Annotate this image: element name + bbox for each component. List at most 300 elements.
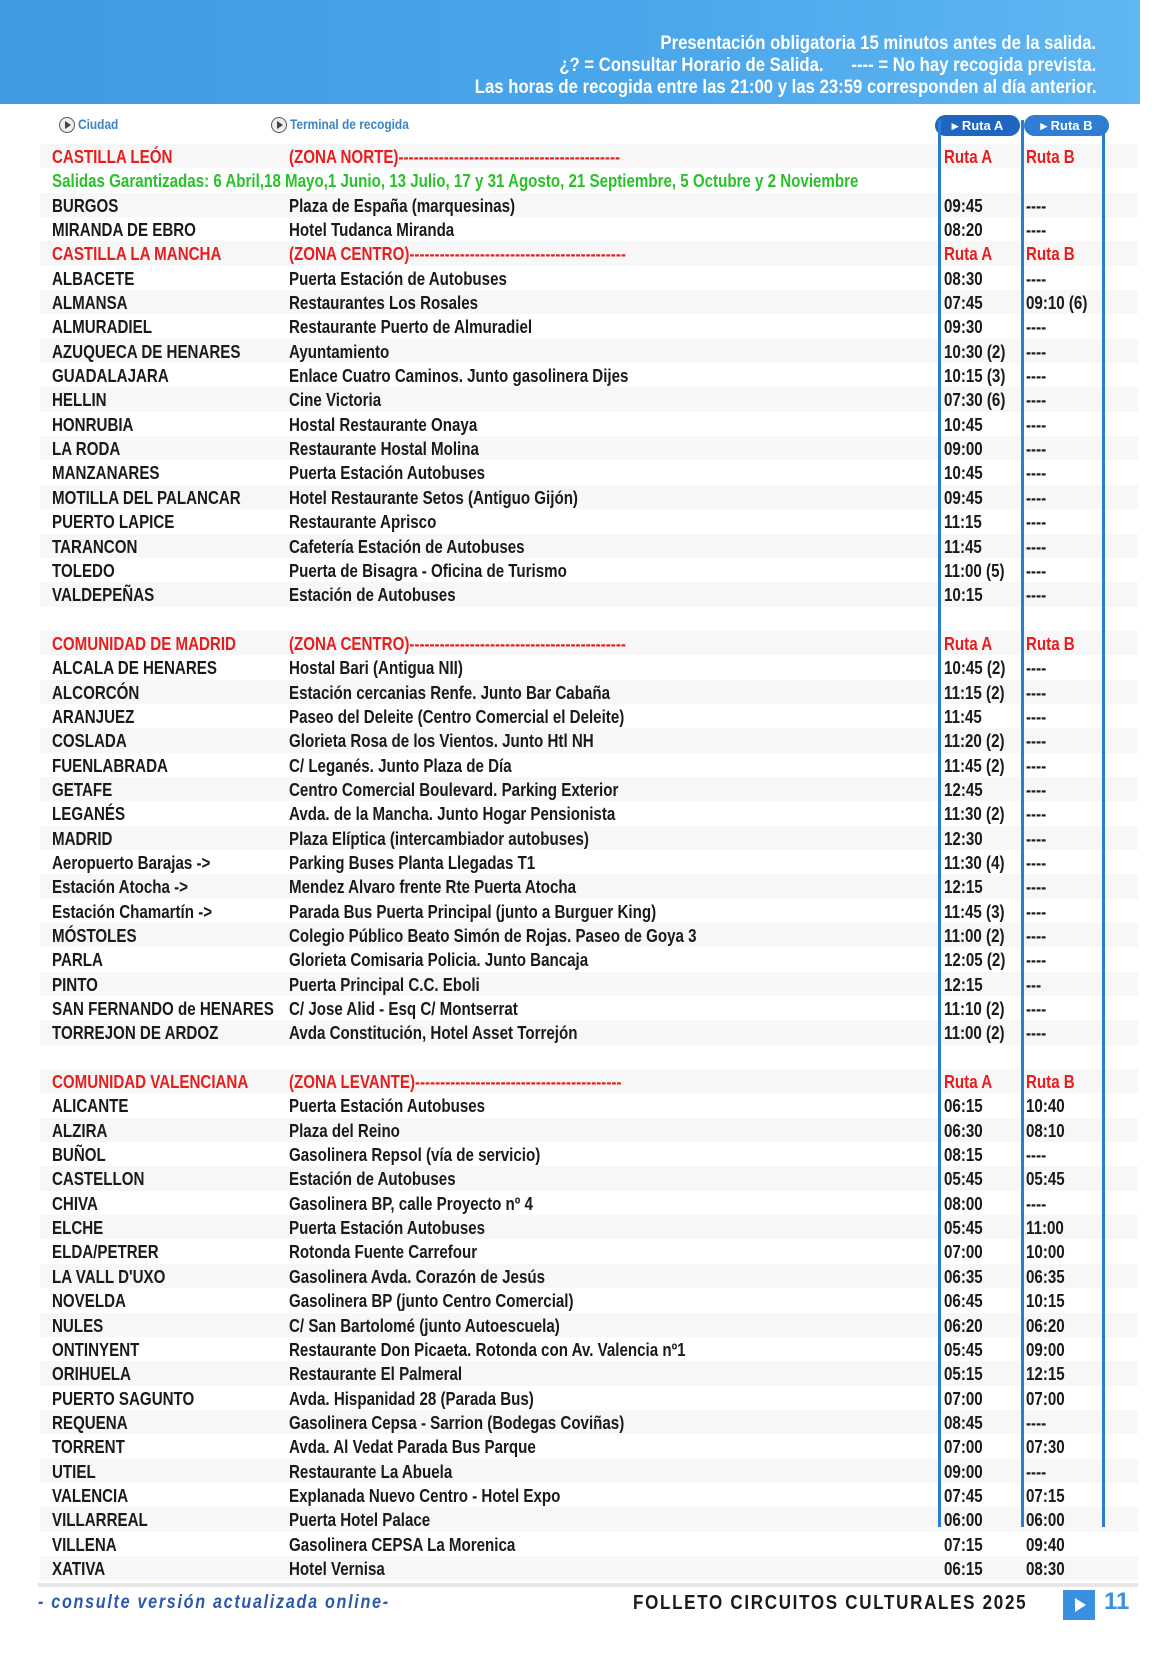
ruta-b-time: ----	[1026, 901, 1047, 922]
ruta-b-time: ----	[1026, 414, 1047, 435]
ruta-b-time: ----	[1026, 317, 1047, 338]
ruta-b-time: ----	[1026, 585, 1047, 606]
pickup-terminal: C/ Jose Alid - Esq C/ Montserrat	[289, 999, 518, 1020]
table-row	[40, 436, 1138, 460]
city-name: NULES	[52, 1315, 104, 1336]
table-row	[40, 1532, 1138, 1556]
ruta-b-time: ----	[1026, 195, 1047, 216]
ruta-b-time: 10:40	[1026, 1096, 1065, 1117]
city-name: ARANJUEZ	[52, 706, 135, 727]
ruta-a-time: 12:05 (2)	[944, 950, 1006, 971]
pickup-terminal: Estación cercanias Renfe. Junto Bar Cabaña	[289, 682, 610, 703]
city-name: ALCORCÓN	[52, 682, 140, 703]
table-row	[40, 1459, 1138, 1483]
ruta-b-time: 12:15	[1026, 1364, 1065, 1385]
city-name: MANZANARES	[52, 463, 160, 484]
city-name: MADRID	[52, 828, 113, 849]
ruta-a-time: 07:00	[944, 1242, 983, 1263]
ruta-a-time: 11:15	[944, 512, 982, 533]
play-icon	[59, 117, 75, 133]
column-ciudad: Ciudad	[78, 116, 119, 132]
table-row	[40, 509, 1138, 533]
city-name: XATIVA	[52, 1558, 106, 1579]
city-name: BURGOS	[52, 195, 119, 216]
table-row	[40, 363, 1138, 387]
city-name: TOLEDO	[52, 560, 115, 581]
pickup-terminal: Estación de Autobuses	[289, 585, 456, 606]
table-row	[40, 655, 1138, 679]
pickup-terminal: Avda. de la Mancha. Junto Hogar Pensionista	[289, 804, 616, 825]
pickup-terminal: Restaurante El Palmeral	[289, 1364, 463, 1385]
table-row	[40, 460, 1138, 484]
ruta-b-time: ----	[1026, 999, 1047, 1020]
ruta-a-time: 05:45	[944, 1169, 983, 1190]
ruta-a-time: 09:30	[944, 317, 983, 338]
footer-brochure-title: FOLLETO CIRCUITOS CULTURALES 2025	[633, 1592, 1028, 1614]
footer-divider	[38, 1583, 1138, 1587]
city-name: GETAFE	[52, 779, 113, 800]
city-name: CASTELLON	[52, 1169, 145, 1190]
ruta-b-time: ---	[1026, 974, 1042, 995]
pickup-terminal: Cafetería Estación de Autobuses	[289, 536, 525, 557]
table-row	[40, 534, 1138, 558]
ruta-b-time: 07:00	[1026, 1388, 1065, 1409]
ruta-b-time: ----	[1026, 877, 1047, 898]
ruta-b-label: Ruta B	[1026, 147, 1075, 167]
city-name: PINTO	[52, 974, 98, 995]
city-name: CHIVA	[52, 1193, 98, 1214]
city-name: PUERTO LAPICE	[52, 512, 175, 533]
city-name: MIRANDA DE EBRO	[52, 220, 196, 241]
ruta-b-time: ----	[1026, 487, 1047, 508]
zone-name: (ZONA CENTRO)-------------------------------------------	[289, 633, 626, 654]
city-name: UTIEL	[52, 1461, 96, 1482]
ruta-a-time: 06:45	[944, 1291, 983, 1312]
ruta-b-time: ----	[1026, 828, 1047, 849]
pickup-terminal: Restaurante Aprisco	[289, 512, 437, 533]
pickup-terminal: C/ Leganés. Junto Plaza de Día	[289, 755, 512, 776]
play-icon	[271, 117, 287, 133]
ruta-a-time: 12:15	[944, 974, 983, 995]
ruta-b-time: 08:10	[1026, 1120, 1065, 1141]
table-row	[40, 728, 1138, 752]
city-name: ALZIRA	[52, 1120, 108, 1141]
ruta-a-time: 11:20 (2)	[944, 731, 1005, 752]
header-line-1: Presentación obligatoria 15 minutos antes de la salida.	[660, 33, 1096, 54]
ruta-a-time: 11:30 (2)	[944, 804, 1005, 825]
ruta-b-time: ----	[1026, 1461, 1047, 1482]
table-row	[40, 1020, 1138, 1044]
table-row	[40, 996, 1138, 1020]
section-header-row	[40, 241, 1138, 265]
header-line-3: Las horas de recogida entre las 21:00 y las 23:59 corresponden al día anterior.	[474, 77, 1096, 98]
ruta-b-time: 09:00	[1026, 1339, 1065, 1360]
table-row	[40, 582, 1138, 606]
ruta-b-time: 10:00	[1026, 1242, 1065, 1263]
ruta-a-time: 07:00	[944, 1388, 983, 1409]
ruta-a-label: Ruta A	[944, 633, 993, 654]
pickup-terminal: Hotel Vernisa	[289, 1558, 385, 1579]
pickup-terminal: Cine Victoria	[289, 390, 382, 411]
city-name: GUADALAJARA	[52, 366, 169, 387]
ruta-b-time: 08:30	[1026, 1558, 1065, 1579]
header-line-2: ¿? = Consultar Horario de Salida. ---- = No hay recogida prevista.	[558, 55, 1096, 76]
ruta-b-time: ----	[1026, 1023, 1047, 1044]
pickup-terminal: Plaza de España (marquesinas)	[289, 195, 516, 216]
ruta-a-time: 10:30 (2)	[944, 341, 1006, 362]
ruta-b-time: 07:30	[1026, 1437, 1065, 1458]
city-name: VILLENA	[52, 1534, 117, 1555]
pickup-terminal: Puerta Hotel Palace	[289, 1510, 431, 1531]
pickup-terminal: C/ San Bartolomé (junto Autoescuela)	[289, 1315, 560, 1336]
ruta-a-time: 09:00	[944, 1461, 983, 1482]
ruta-a-time: 06:00	[944, 1510, 983, 1531]
region-name: CASTILLA LEÓN	[52, 147, 173, 167]
ruta-b-time: ----	[1026, 1193, 1047, 1214]
pickup-terminal: Puerta Principal C.C. Eboli	[289, 974, 480, 995]
header-banner	[0, 0, 1140, 104]
city-name: NOVELDA	[52, 1291, 126, 1312]
table-row	[40, 1118, 1138, 1142]
zone-name: (ZONA NORTE)--------------------------------------------	[289, 147, 621, 167]
ruta-a-time: 10:45	[944, 463, 983, 484]
ruta-b-time: ----	[1026, 852, 1047, 873]
ruta-b-time: 06:35	[1026, 1266, 1065, 1287]
ruta-a-time: 11:30 (4)	[944, 852, 1005, 873]
ruta-a-time: 06:20	[944, 1315, 983, 1336]
table-row	[40, 874, 1138, 898]
ruta-a-time: 09:45	[944, 487, 983, 508]
ruta-b-time: ----	[1026, 682, 1047, 703]
pickup-terminal: Plaza Elíptica (intercambiador autobuses)	[289, 828, 589, 849]
city-name: LA RODA	[52, 439, 121, 460]
ruta-a-label: Ruta A	[944, 1072, 993, 1093]
ruta-a-time: 08:00	[944, 1193, 983, 1214]
ruta-b-time: ----	[1026, 366, 1047, 387]
table-row	[40, 1507, 1138, 1531]
ruta-b-time: ----	[1026, 341, 1047, 362]
ruta-b-time: ----	[1026, 926, 1047, 946]
city-name: HELLIN	[52, 390, 107, 411]
ruta-a-time: 07:45	[944, 293, 983, 314]
city-name: LA VALL D'UXO	[52, 1266, 166, 1287]
city-name: ORIHUELA	[52, 1364, 131, 1385]
pickup-terminal: Explanada Nuevo Centro - Hotel Expo	[289, 1485, 561, 1506]
ruta-a-right-border	[1021, 120, 1024, 1527]
ruta-a-time: 10:45 (2)	[944, 658, 1006, 679]
ruta-b-time: 11:00	[1026, 1218, 1064, 1239]
table-row	[40, 1093, 1138, 1117]
note-row	[40, 168, 1138, 192]
pickup-terminal: Centro Comercial Boulevard. Parking Exterior	[289, 779, 619, 800]
city-name: ALCALA DE HENARES	[52, 658, 217, 679]
ruta-a-time: 05:45	[944, 1339, 983, 1360]
ruta-a-time: 07:45	[944, 1485, 983, 1506]
city-name: REQUENA	[52, 1412, 128, 1433]
city-name: COSLADA	[52, 731, 127, 752]
ruta-a-time: 11:10 (2)	[944, 999, 1005, 1020]
city-name: PUERTO SAGUNTO	[52, 1388, 195, 1409]
table-row	[40, 947, 1138, 971]
ruta-a-time: 06:15	[944, 1558, 983, 1579]
ruta-b-time: ----	[1026, 731, 1047, 752]
city-name: MOTILLA DEL PALANCAR	[52, 487, 241, 508]
ruta-b-time: ----	[1026, 512, 1047, 533]
table-row	[40, 1434, 1138, 1458]
ruta-b-time: ----	[1026, 439, 1047, 460]
ruta-a-time: 06:15	[944, 1096, 983, 1117]
ruta-a-time: 12:30	[944, 828, 983, 849]
ruta-b-time: ----	[1026, 1145, 1047, 1166]
ruta-b-label: Ruta B	[1026, 1072, 1075, 1093]
ruta-b-time: ----	[1026, 536, 1047, 557]
ruta-b-time: ----	[1026, 560, 1047, 581]
city-name: BUÑOL	[52, 1145, 106, 1166]
ruta-b-time: ----	[1026, 755, 1047, 776]
ruta-b-label: Ruta B	[1026, 244, 1075, 265]
pickup-terminal: Rotonda Fuente Carrefour	[289, 1242, 478, 1263]
region-name: CASTILLA LA MANCHA	[52, 244, 222, 265]
ruta-a-time: 10:15	[944, 585, 983, 606]
ruta-b-time: ----	[1026, 390, 1047, 411]
city-name: ALMANSA	[52, 293, 128, 314]
city-name: TORREJON DE ARDOZ	[52, 1023, 219, 1044]
city-name: LEGANÉS	[52, 804, 126, 825]
pickup-terminal: Gasolinera Repsol (vía de servicio)	[289, 1145, 541, 1166]
guaranteed-departures-note: Salidas Garantizadas: 6 Abril,18 Mayo,1 Junio, 13 Julio, 17 y 31 Agosto, 21 Septiembre, 5 Octubre y 2 Noviembre	[52, 171, 859, 192]
ruta-a-time: 09:45	[944, 195, 983, 216]
city-name: VALDEPEÑAS	[52, 585, 155, 606]
ruta-a-time: 11:45	[944, 536, 982, 557]
next-page-icon	[1063, 1590, 1095, 1620]
pickup-terminal: Restaurante La Abuela	[289, 1461, 453, 1482]
ruta-b-time: ----	[1026, 1412, 1047, 1433]
pickup-terminal: Puerta Estación Autobuses	[289, 463, 486, 484]
pickup-terminal: Restaurante Don Picaeta. Rotonda con Av. Valencia nº1	[289, 1339, 686, 1360]
table-row	[40, 193, 1138, 217]
ruta-a-time: 10:45	[944, 414, 983, 435]
table-row	[40, 777, 1138, 801]
pickup-terminal: Colegio Público Beato Simón de Rojas. Paseo de Goya 3	[289, 926, 697, 946]
ruta-b-time: ----	[1026, 706, 1047, 727]
ruta-a-time: 07:30 (6)	[944, 390, 1006, 411]
city-name: MÓSTOLES	[52, 926, 137, 946]
pickup-terminal: Parking Buses Planta Llegadas T1	[289, 852, 536, 873]
pickup-terminal: Hotel Restaurante Setos (Antiguo Gijón)	[289, 487, 578, 508]
table-row	[40, 558, 1138, 582]
pickup-terminal: Gasolinera Cepsa - Sarrion (Bodegas Coviñas)	[289, 1412, 625, 1433]
table-row	[40, 1337, 1138, 1361]
city-name: ALMURADIEL	[52, 317, 152, 338]
pickup-terminal: Gasolinera CEPSA La Morenica	[289, 1534, 516, 1555]
ruta-a-time: 11:00 (2)	[944, 1023, 1005, 1044]
city-name: FUENLABRADA	[52, 755, 168, 776]
city-name: VILLARREAL	[52, 1510, 148, 1531]
pickup-terminal: Avda Constitución, Hotel Asset Torrejón	[289, 1023, 578, 1044]
table-row	[40, 899, 1138, 923]
ruta-b-time: 06:00	[1026, 1510, 1065, 1531]
ruta-a-time: 08:30	[944, 268, 983, 289]
pickup-terminal: Hostal Bari (Antigua NII)	[289, 658, 463, 679]
table-row	[40, 1410, 1138, 1434]
pickup-table	[40, 144, 1138, 1580]
pickup-terminal: Avda. Al Vedat Parada Bus Parque	[289, 1437, 536, 1458]
ruta-a-time: 08:45	[944, 1412, 983, 1433]
city-name: Estación Chamartín ->	[52, 901, 213, 922]
city-name: ALBACETE	[52, 268, 135, 289]
tab-ruta-a: ▸ Ruta A	[935, 115, 1020, 136]
ruta-a-time: 08:15	[944, 1145, 983, 1166]
ruta-a-time: 07:15	[944, 1534, 983, 1555]
pickup-terminal: Gasolinera Avda. Corazón de Jesús	[289, 1266, 546, 1287]
city-name: ALICANTE	[52, 1096, 129, 1117]
pickup-terminal: Restaurante Hostal Molina	[289, 439, 479, 460]
table-row	[40, 850, 1138, 874]
ruta-b-time: 10:15	[1026, 1291, 1065, 1312]
table-row	[40, 290, 1138, 314]
page-number: 11	[1104, 1588, 1130, 1615]
pickup-terminal: Hostal Restaurante Onaya	[289, 414, 478, 435]
pickup-terminal: Enlace Cuatro Caminos. Junto gasolinera Dijes	[289, 366, 629, 387]
city-name: ONTINYENT	[52, 1339, 140, 1360]
pickup-terminal: Restaurantes Los Rosales	[289, 293, 479, 314]
city-name: TARANCON	[52, 536, 138, 557]
pickup-terminal: Hotel Tudanca Miranda	[289, 220, 455, 241]
ruta-a-label: Ruta A	[944, 147, 993, 167]
ruta-b-time: 05:45	[1026, 1169, 1065, 1190]
pickup-terminal: Glorieta Comisaria Policia. Junto Bancaja	[289, 950, 589, 971]
table-row	[40, 339, 1138, 363]
pickup-terminal: Parada Bus Puerta Principal (junto a Burguer King)	[289, 901, 657, 922]
table-row	[40, 801, 1138, 825]
ruta-a-time: 11:15 (2)	[944, 682, 1005, 703]
pickup-terminal: Puerta Estación Autobuses	[289, 1096, 486, 1117]
table-row	[40, 972, 1138, 996]
city-name: PARLA	[52, 950, 103, 971]
pickup-terminal: Gasolinera BP, calle Proyecto nº 4	[289, 1193, 533, 1214]
table-row	[40, 1166, 1138, 1190]
section-header-row	[40, 1069, 1138, 1093]
pickup-terminal: Paseo del Deleite (Centro Comercial el Deleite)	[289, 706, 625, 727]
footer-online-note: - consulte versión actualizada online-	[38, 1592, 390, 1613]
ruta-a-time: 11:45 (3)	[944, 901, 1005, 922]
region-name: COMUNIDAD DE MADRID	[52, 633, 236, 654]
ruta-b-time: ----	[1026, 268, 1047, 289]
table-row	[40, 485, 1138, 509]
pickup-terminal: Plaza del Reino	[289, 1120, 400, 1141]
table-row	[40, 217, 1138, 241]
ruta-b-label: Ruta B	[1026, 633, 1075, 654]
ruta-a-time: 08:20	[944, 220, 983, 241]
table-row	[40, 1361, 1138, 1385]
ruta-a-time: 06:30	[944, 1120, 983, 1141]
ruta-a-label: Ruta A	[944, 244, 993, 265]
ruta-a-time: 05:15	[944, 1364, 983, 1385]
spacer-row	[40, 607, 1138, 631]
zone-name: (ZONA LEVANTE)-----------------------------------------	[289, 1072, 622, 1093]
pickup-terminal: Puerta Estación de Autobuses	[289, 268, 507, 289]
ruta-b-time: 09:40	[1026, 1534, 1065, 1555]
ruta-b-time: ----	[1026, 804, 1047, 825]
ruta-b-time: 06:20	[1026, 1315, 1065, 1336]
pickup-terminal: Puerta Estación Autobuses	[289, 1218, 486, 1239]
city-name: ELCHE	[52, 1218, 104, 1239]
table-row	[40, 704, 1138, 728]
ruta-a-time: 12:45	[944, 779, 983, 800]
pickup-terminal: Mendez Alvaro frente Rte Puerta Atocha	[289, 877, 577, 898]
table-row	[40, 1313, 1138, 1337]
ruta-a-time: 11:00 (2)	[944, 926, 1005, 946]
ruta-b-right-border	[1102, 120, 1105, 1527]
ruta-a-time: 07:00	[944, 1437, 983, 1458]
table-row	[40, 412, 1138, 436]
zone-name: (ZONA CENTRO)-------------------------------------------	[289, 244, 626, 265]
ruta-b-time: ----	[1026, 950, 1047, 971]
ruta-a-time: 05:45	[944, 1218, 983, 1239]
table-row	[40, 314, 1138, 338]
ruta-a-time: 11:00 (5)	[944, 560, 1005, 581]
city-name: AZUQUECA DE HENARES	[52, 341, 241, 362]
spacer-row	[40, 1045, 1138, 1069]
table-row	[40, 1191, 1138, 1215]
table-row	[40, 1239, 1138, 1263]
pickup-terminal: Gasolinera BP (junto Centro Comercial)	[289, 1291, 574, 1312]
pickup-terminal: Restaurante Puerto de Almuradiel	[289, 317, 533, 338]
ruta-a-left-border	[938, 120, 941, 1527]
table-row	[40, 753, 1138, 777]
pickup-terminal: Ayuntamiento	[289, 341, 390, 362]
table-row	[40, 923, 1138, 947]
pickup-terminal: Glorieta Rosa de los Vientos. Junto Htl NH	[289, 731, 594, 752]
table-row	[40, 266, 1138, 290]
city-name: SAN FERNANDO de HENARES	[52, 999, 274, 1020]
city-name: HONRUBIA	[52, 414, 134, 435]
table-row	[40, 1215, 1138, 1239]
region-name: COMUNIDAD VALENCIANA	[52, 1072, 249, 1093]
ruta-a-time: 09:00	[944, 439, 983, 460]
ruta-b-time: ----	[1026, 658, 1047, 679]
table-row	[40, 680, 1138, 704]
table-row	[40, 1264, 1138, 1288]
city-name: Aeropuerto Barajas ->	[52, 852, 211, 873]
section-header-row	[40, 144, 1138, 168]
city-name: ELDA/PETRER	[52, 1242, 159, 1263]
city-name: Estación Atocha ->	[52, 877, 188, 898]
city-name: TORRENT	[52, 1437, 125, 1458]
ruta-b-time: ----	[1026, 220, 1047, 241]
city-name: VALENCIA	[52, 1485, 129, 1506]
ruta-b-time: 07:15	[1026, 1485, 1065, 1506]
ruta-b-time: ----	[1026, 463, 1047, 484]
ruta-a-time: 11:45 (2)	[944, 755, 1005, 776]
table-row	[40, 1386, 1138, 1410]
pickup-terminal: Avda. Hispanidad 28 (Parada Bus)	[289, 1388, 534, 1409]
ruta-a-time: 11:45	[944, 706, 982, 727]
section-header-row	[40, 631, 1138, 655]
column-terminal: Terminal de recogida	[290, 116, 409, 132]
table-row	[40, 1288, 1138, 1312]
ruta-a-time: 06:35	[944, 1266, 983, 1287]
ruta-b-time: 09:10 (6)	[1026, 293, 1088, 314]
table-row	[40, 826, 1138, 850]
pickup-terminal: Estación de Autobuses	[289, 1169, 456, 1190]
table-row	[40, 387, 1138, 411]
table-row	[40, 1556, 1138, 1580]
ruta-a-time: 12:15	[944, 877, 983, 898]
table-row	[40, 1142, 1138, 1166]
ruta-a-time: 10:15 (3)	[944, 366, 1006, 387]
table-row	[40, 1483, 1138, 1507]
